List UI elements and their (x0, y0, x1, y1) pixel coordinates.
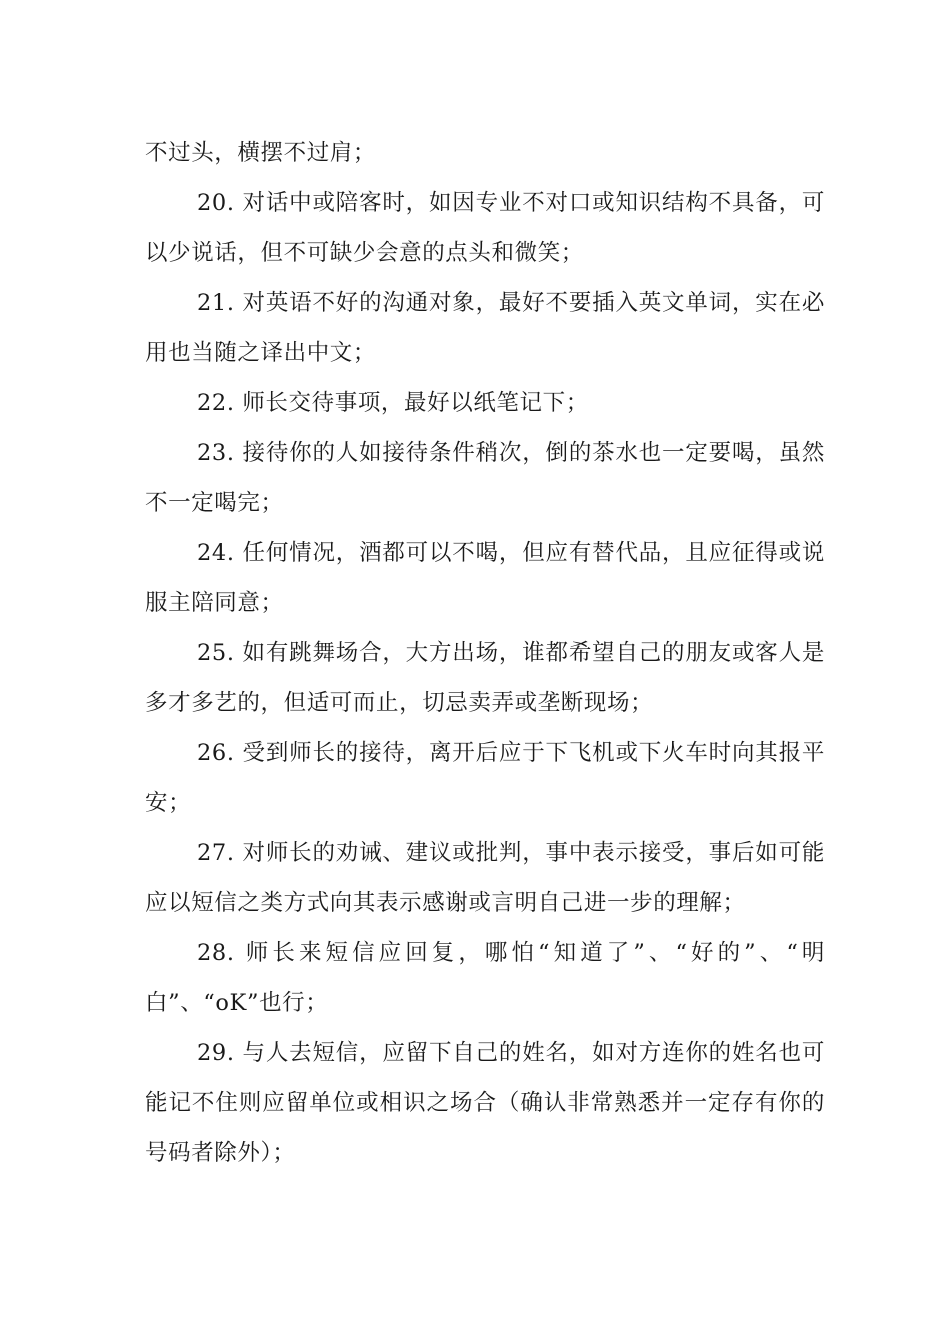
paragraph-continuation: 不过头，横摆不过肩； (145, 140, 377, 166)
paragraph-item-20: 20. 对话中或陪客时，如因专业不对口或知识结构不具备，可以少说话，但不可缺少会意的点头和微笑； (145, 190, 825, 266)
paragraph-item-27: 27. 对师长的劝诫、建议或批判，事中表示接受，事后如可能应以短信之类方式向其表示感谢或言明自己进一步的理解； (145, 840, 825, 916)
paragraph-item-28: 28. 师长来短信应回复，哪怕“知道了”、“好的”、“明白”、“oK”也行； (145, 940, 825, 1016)
paragraph-item-25: 25. 如有跳舞场合，大方出场，谁都希望自己的朋友或客人是多才多艺的，但适可而止，切忌卖弄或垄断现场； (145, 640, 825, 716)
paragraph-item-23: 23. 接待你的人如接待条件稍次，倒的茶水也一定要喝，虽然不一定喝完； (145, 440, 825, 516)
document-body (145, 128, 825, 1178)
paragraph-item-21: 21. 对英语不好的沟通对象，最好不要插入英文单词，实在必用也当随之译出中文； (145, 290, 825, 366)
paragraph-item-22: 22. 师长交待事项，最好以纸笔记下； (197, 390, 589, 416)
paragraph-item-29: 29. 与人去短信，应留下自己的姓名，如对方连你的姓名也可能记不住则应留单位或相识之场合（确认非常熟悉并一定存有你的号码者除外）； (145, 1040, 825, 1166)
paragraph-item-24: 24. 任何情况，酒都可以不喝，但应有替代品，且应征得或说服主陪同意； (145, 540, 825, 616)
paragraph-item-26: 26. 受到师长的接待，离开后应于下飞机或下火车时向其报平安； (145, 740, 825, 816)
